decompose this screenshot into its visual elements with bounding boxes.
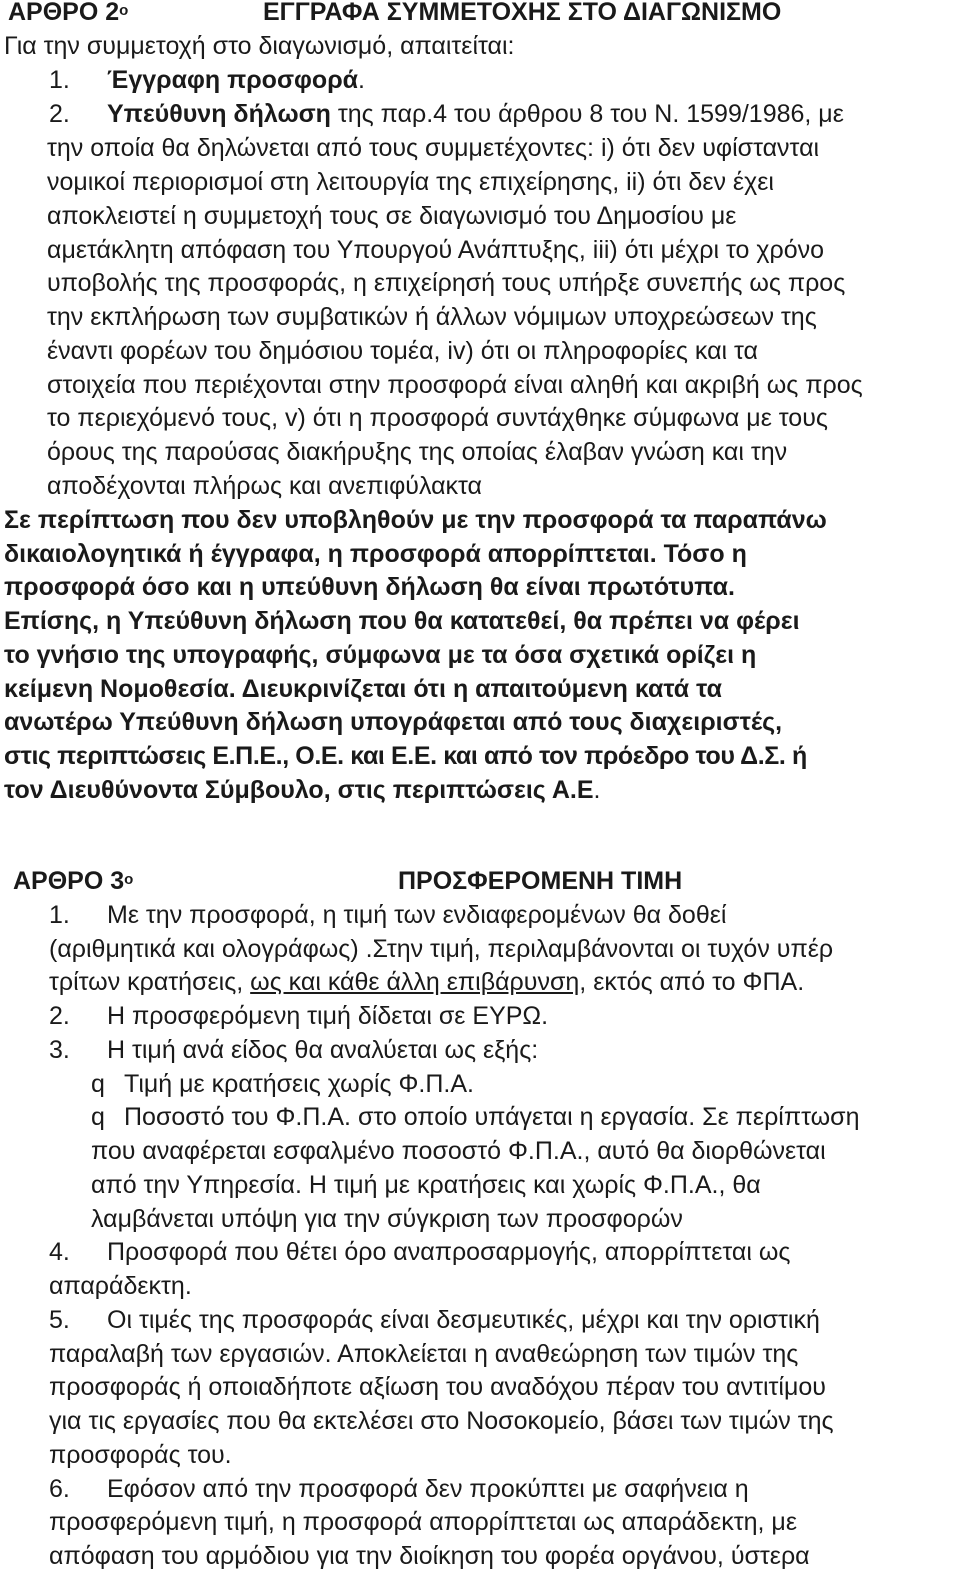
bold-text: τον Διευθύνοντα Σύμβουλο, στις περιπτώσεις Α.Ε (4, 776, 594, 804)
item-number: 2. (49, 100, 70, 128)
paragraph-line: παραλαβή των εργασιών. Αποκλείεται η αναθεώρηση των τιμών της (49, 1340, 799, 1368)
paragraph-line: από την Υπηρεσία. Η τιμή με κρατήσεις και χωρίς Φ.Π.Α., θα (91, 1171, 761, 1199)
paragraph-line: έναντι φορέων του δημόσιου τομέα, iv) ότι οι πληροφορίες και τα (47, 337, 758, 365)
bold-paragraph-line: στις περιπτώσεις Ε.Π.Ε., Ο.Ε. και Ε.Ε. και από τον πρόεδρο του Δ.Σ. ή (4, 742, 807, 770)
text: , εκτός από το ΦΠΑ. (579, 968, 805, 996)
paragraph-line (49, 966, 804, 1000)
paragraph-line: απόφαση του αρμόδιου για την διοίκηση του φορέα οργάνου, ύστερα (49, 1542, 810, 1570)
bold-paragraph-line: κείμενη Νομοθεσία. Διευκρινίζεται ότι η απαιτούμενη κατά τα (4, 675, 722, 703)
paragraph-line: απαράδεκτη. (49, 1272, 192, 1300)
bullet-item (91, 1101, 859, 1135)
paragraph-line: προσφοράς ή οποιαδήποτε αξίωση του αναδόχου πέραν του αντιτίμου (49, 1373, 826, 1401)
paragraph-line: αμετάκλητη απόφαση του Υπουργού Ανάπτυξης, iii) ότι μέχρι το χρόνο (47, 236, 825, 264)
paragraph-line: (αριθμητικά και ολογράφως) .Στην τιμή, περιλαμβάνονται οι τυχόν υπέρ (49, 935, 834, 963)
item-bold-text: Υπεύθυνη δήλωση (107, 100, 331, 128)
item-text: Με την προσφορά, η τιμή των ενδιαφερομένων θα δοθεί (107, 901, 727, 929)
paragraph-line: στοιχεία που περιέχονται στην προσφορά είναι αληθή και ακριβή ως προς (47, 371, 863, 399)
paragraph-line: που αναφέρεται εσφαλμένο ποσοστό Φ.Π.Α., αυτό θα διορθώνεται (91, 1137, 826, 1165)
article-3-item-1 (49, 899, 726, 933)
article-3-item-6 (49, 1473, 749, 1507)
paragraph-line: υποβολής της προσφοράς, η επιχείρησή τους υπήρξε συνεπής ως προς (47, 269, 846, 297)
bold-paragraph-line: ανωτέρω Υπεύθυνη δήλωση υπογράφεται από τους διαχειριστές, (4, 708, 783, 736)
item-number: 2. (49, 1002, 70, 1030)
item-number: 1. (49, 901, 70, 929)
article-2-item-2 (49, 98, 844, 132)
paragraph-line: το περιεχόμενό τους, v) ότι η προσφορά συντάχθηκε σύμφωνα με τους (47, 404, 828, 432)
article-2-ordinal: ο (119, 2, 129, 19)
item-text: Εφόσον από την προσφορά δεν προκύπτει με σαφήνεια η (107, 1475, 749, 1503)
bold-paragraph-line: το γνήσιο της υπογραφής, σύμφωνα με τα όσα σχετικά ορίζει η (4, 641, 757, 669)
article-2-intro: Για την συμμετοχή στο διαγωνισμό, απαιτείται: (4, 32, 515, 60)
item-bold-text: Έγγραφη προσφορά (107, 66, 359, 94)
article-3-item-2 (49, 1000, 548, 1034)
paragraph-line: αποκλειστεί η συμμετοχή τους σε διαγωνισμό του Δημοσίου με (47, 202, 737, 230)
item-text: Οι τιμές της προσφοράς είναι δεσμευτικές, μέχρι και την οριστική (107, 1306, 820, 1334)
item-number: 1. (49, 66, 70, 94)
paragraph-line: προσφερόμενη τιμή, η προσφορά απορρίπτεται ως απαράδεκτη, με (49, 1508, 797, 1536)
article-2-item-1 (49, 64, 365, 98)
article-3-heading (13, 865, 133, 899)
bullet-marker: q (91, 1070, 105, 1098)
article-2-title: ΕΓΓΡΑΦΑ ΣΥΜΜΕΤΟΧΗΣ ΣΤΟ ΔΙΑΓΩΝΙΣΜΟ (263, 0, 782, 26)
article-3-ordinal: ο (124, 871, 134, 888)
bullet-marker: q (91, 1103, 105, 1131)
bullet-item (91, 1068, 474, 1102)
underlined-text: ως και κάθε άλλη επιβάρυνση (250, 968, 580, 996)
paragraph-line: όρους της παρούσας διακήρυξης της οποίας έλαβαν γνώση και την (47, 438, 788, 466)
paragraph-line: αποδέχονται πλήρως και ανεπιφύλακτα (47, 472, 483, 500)
article-3-title: ΠΡΟΣΦΕΡΟΜΕΝΗ ΤΙΜΗ (398, 867, 683, 895)
article-2-label: ΑΡΘΡΟ 2 (8, 0, 120, 26)
article-2-heading (8, 0, 128, 30)
paragraph-line: για τις εργασίες που θα εκτελέσει στο Νοσοκομείο, βάσει των τιμών της (49, 1407, 834, 1435)
article-3-item-3 (49, 1034, 538, 1068)
item-text: Η προσφερόμενη τιμή δίδεται σε ΕΥΡΩ. (107, 1002, 549, 1030)
bullet-text: Τιμή με κρατήσεις χωρίς Φ.Π.Α. (124, 1070, 474, 1098)
bold-paragraph-line: Επίσης, η Υπεύθυνη δήλωση που θα κατατεθεί, θα πρέπει να φέρει (4, 607, 800, 635)
bold-paragraph-last-line (4, 774, 600, 808)
bullet-text: Ποσοστό του Φ.Π.Α. στο οποίο υπάγεται η εργασία. Σε περίπτωση (124, 1103, 860, 1131)
paragraph-line: την εκπλήρωση των συμβατικών ή άλλων νόμιμων υποχρεώσεων της (47, 303, 817, 331)
item-text: της παρ.4 του άρθρου 8 του Ν. 1599/1986, με (330, 100, 844, 128)
bold-paragraph-line: δικαιολογητικά ή έγγραφα, η προσφορά απορρίπτεται. Τόσο η (4, 540, 747, 568)
text: τρίτων κρατήσεις, (49, 968, 251, 996)
item-number: 4. (49, 1238, 70, 1266)
item-text: Η τιμή ανά είδος θα αναλύεται ως εξής: (107, 1036, 539, 1064)
item-end: . (358, 66, 365, 94)
paragraph-line: λαμβάνεται υπόψη για την σύγκριση των προσφορών (91, 1205, 683, 1233)
paragraph-line: νομικοί περιορισμοί στη λειτουργία της επιχείρησης, ii) ότι δεν έχει (47, 168, 774, 196)
line-end: . (593, 776, 601, 804)
article-3-item-4 (49, 1236, 790, 1270)
item-number: 3. (49, 1036, 70, 1064)
paragraph-line: την οποία θα δηλώνεται από τους συμμετέχοντες: i) ότι δεν υφίστανται (47, 134, 820, 162)
item-text: Προσφορά που θέτει όρο αναπροσαρμογής, απορρίπτεται ως (107, 1238, 791, 1266)
bold-paragraph-line: Σε περίπτωση που δεν υποβληθούν με την προσφορά τα παραπάνω (4, 506, 827, 534)
item-number: 6. (49, 1475, 70, 1503)
paragraph-line: προσφοράς του. (49, 1441, 232, 1469)
article-3-label: ΑΡΘΡΟ 3 (13, 867, 125, 895)
item-number: 5. (49, 1306, 70, 1334)
article-3-item-5 (49, 1304, 820, 1338)
bold-paragraph-line: προσφορά όσο και η υπεύθυνη δήλωση θα είναι πρωτότυπα. (4, 573, 735, 601)
